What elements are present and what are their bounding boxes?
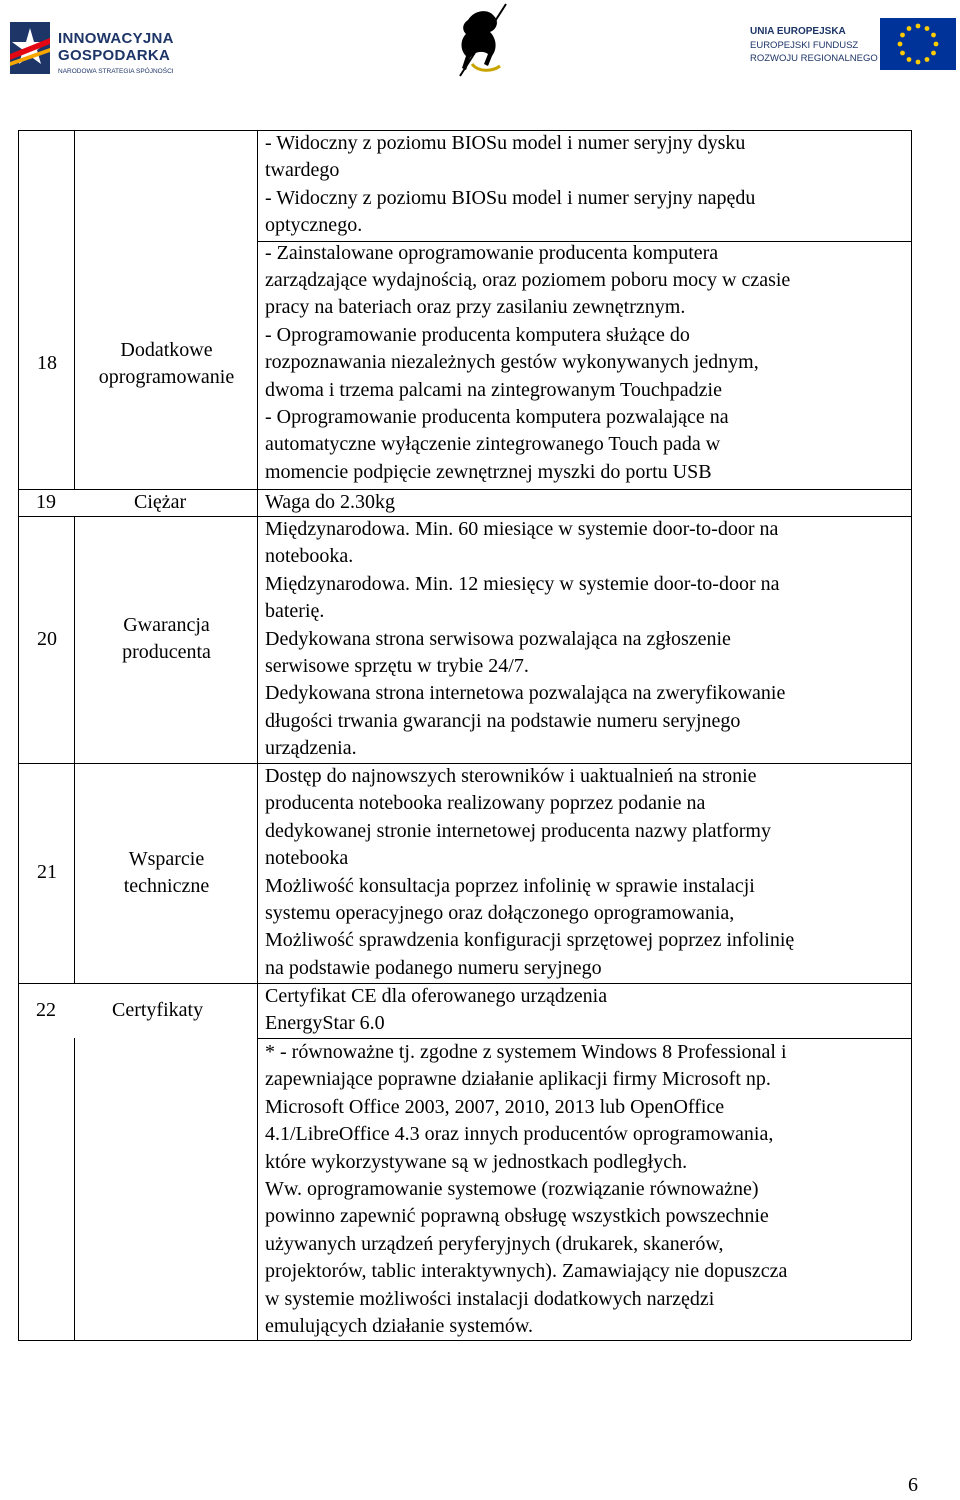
innowacyjna-gospodarka-logo (8, 16, 198, 80)
row-content: Dostęp do najnowszych sterowników i uaktualnień na stronie producenta notebooka realizowany poprzez podanie na dedykowanej stronie internetowej producenta nazwy platformy notebooka Możliwość konsultacja poprzez infolinię w sprawie instalacji systemu operacyjnego oraz dołączonego oprogramowania, Możliwość sprawdzenia konfiguracji sprzętowej poprzez infolinię na podstawie podanego numeru seryjnego (265, 765, 795, 979)
eu-logo (750, 18, 960, 78)
column-divider (74, 1038, 75, 1340)
row-label: Wsparcie techniczne (123, 848, 210, 898)
table-border-right (911, 130, 912, 1340)
column-divider (74, 130, 75, 489)
page-number: 6 (908, 1474, 918, 1496)
eu-logo-line1: UNIA EUROPEJSKA (750, 26, 846, 37)
eu-logo-line3: ROZWOJU REGIONALNEGO (750, 53, 878, 64)
horse-emblem-logo (448, 0, 518, 80)
innowacyjna-star-icon (8, 18, 54, 78)
logo-subtitle: NARODOWA STRATEGIA SPÓJNOŚCI (58, 68, 174, 75)
row-label: Certyfikaty (112, 999, 204, 1021)
table-border-left (18, 130, 19, 1340)
footnote-text: * - równoważne tj. zgodne z systemem Windows 8 Professional i zapewniające poprawne działanie aplikacji firmy Microsoft np. Microsoft Office 2003, 2007, 2010, 2013 lub OpenOffice 4.1/LibreOffice 4.3 oraz innych producentów oprogramowania, które wykorzystywane są w jednostkach podległych. Ww. oprogramowanie systemowe (rozwiązanie równoważne) powinno zapewnić poprawną obsługę wszystkich powszechnie używanych urządzeń peryferyjnych (drukarek, skanerów, projektorów, tablic interaktywnych). Zamawiający nie dopuszcza w systemie możliwości instalacji dodatkowych narzędzi emulujących działanie systemów. (265, 1041, 788, 1338)
horse-icon (448, 0, 518, 80)
row-number: 22 (36, 999, 56, 1021)
row-content: - Widoczny z poziomu BIOSu model i numer seryjny dysku twardego - Widoczny z poziomu BIOSu model i numer seryjny napędu optycznego. - Zainstalowane oprogramowanie producenta komputera zarządzające wydajnością, oraz poziomem poboru mocy w czasie pracy na bateriach oraz przy zasilaniu zewnętrznym. - Oprogramowanie producenta komputera służące do rozpoznawania niezależnych gestów wykonywanych jednym, dwoma i trzema palcami na zintegrowanym Touchpadzie - Oprogramowanie producenta komputera pozwalające na automatyczne wyłączenie zintegrowanego Touch pada w momencie podpięcie zewnętrznej myszki do portu USB (265, 132, 791, 483)
eu-logo-line2: EUROPEJSKI FUNDUSZ (750, 40, 859, 51)
logo-title-line2: GOSPODARKA (58, 47, 171, 64)
row-number: 20 (37, 628, 57, 650)
column-divider (74, 516, 75, 983)
row-content: Waga do 2.30kg (265, 491, 396, 513)
row-number: 18 (37, 352, 57, 374)
row-number: 21 (37, 861, 57, 883)
row-content: Certyfikat CE dla oferowanego urządzenia EnergyStar 6.0 (265, 985, 608, 1035)
eu-flag-icon (880, 18, 956, 70)
row-number: 19 (36, 491, 56, 513)
row-content: Międzynarodowa. Min. 60 miesiące w systemie door-to-door na notebooka. Międzynarodowa. Min. 12 miesięcy w systemie door-to-door na baterię. Dedykowana strona serwisowa pozwalająca na zgłoszenie serwisowe sprzętu w trybie 24/7. Dedykowana strona internetowa pozwalająca na zweryfikowanie długości trwania gwarancji na podstawie numeru seryjnego urządzenia. (265, 518, 786, 760)
row-label: Ciężar (134, 491, 187, 513)
column-divider (257, 130, 258, 1340)
row-label: Dodatkowe oprogramowanie (98, 339, 235, 389)
logo-title-line1: INNOWACYJNA (58, 30, 174, 47)
row-label: Gwarancja producenta (122, 614, 211, 664)
